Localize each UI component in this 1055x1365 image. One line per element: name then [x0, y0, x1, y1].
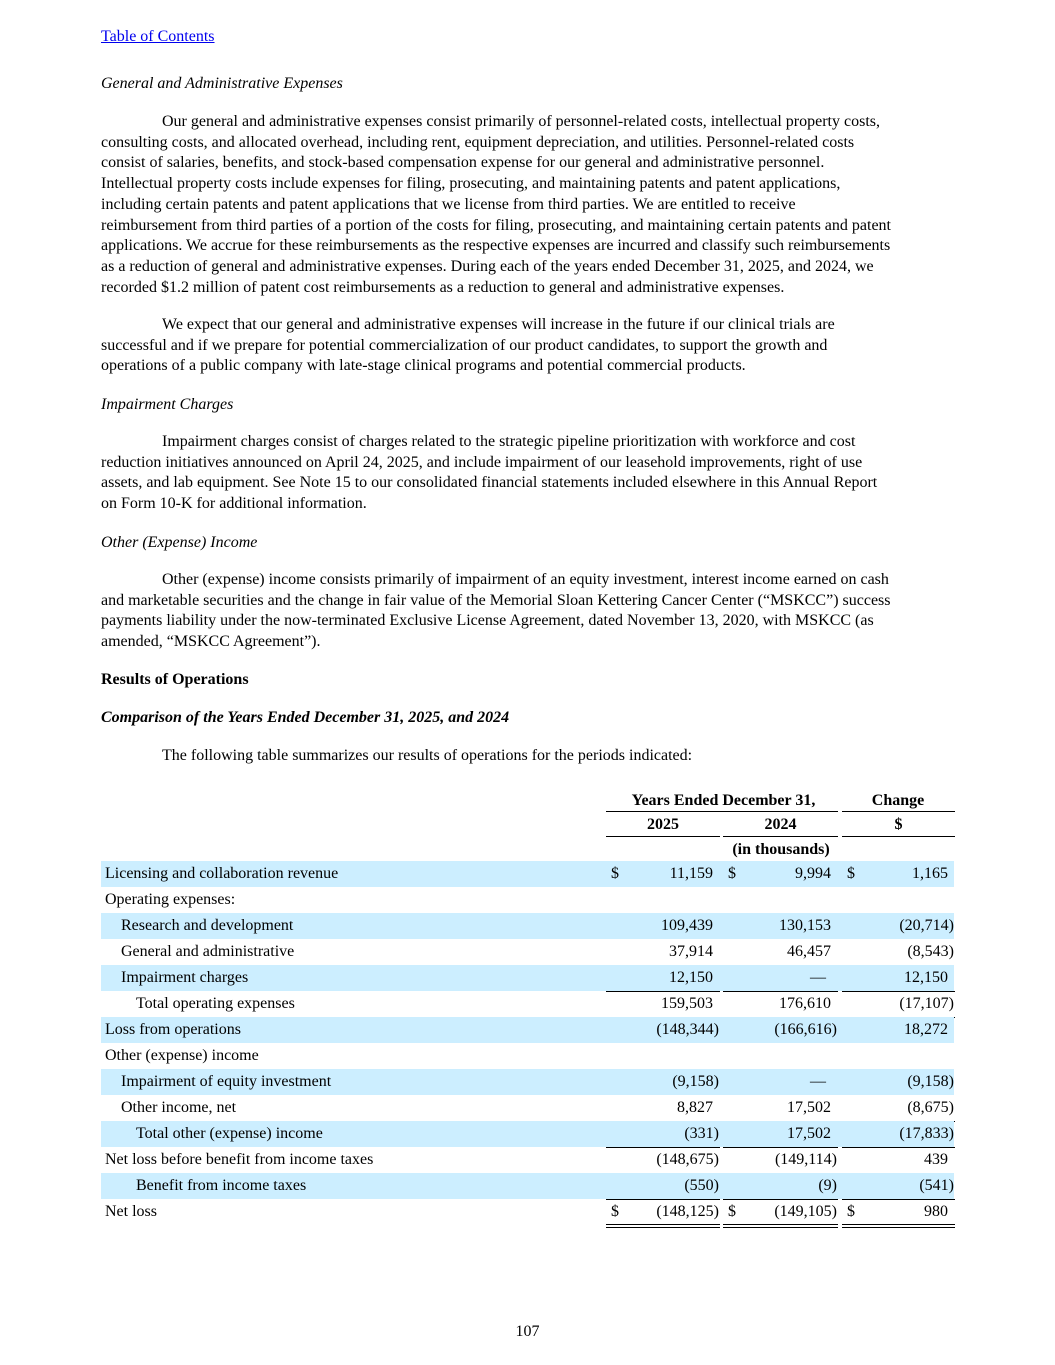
header-rule: [606, 836, 720, 837]
double-underline: [842, 1224, 955, 1228]
row-label: Operating expenses:: [105, 891, 236, 908]
value-2025: 12,150: [669, 969, 713, 986]
currency-2025: $: [611, 865, 619, 882]
row-label: Net loss before benefit from income taxes: [105, 1151, 374, 1168]
value-2024: (166,616): [774, 1021, 837, 1038]
value-2024: 17,502: [787, 1099, 831, 1116]
paragraph-line: and marketable securities and the change in fair value of the Memorial Sloan Kettering Cancer Center (“MSKCC”) success: [101, 591, 891, 609]
value-change: 1,165: [912, 865, 948, 882]
currency-2025: $: [611, 1203, 619, 1220]
section-heading-g-and-a: General and Administrative Expenses: [101, 75, 343, 92]
header-rule: [842, 811, 955, 812]
section-heading-other-expense-income: Other (Expense) Income: [101, 534, 258, 551]
paragraph-line: Other (expense) income consists primarily of impairment of an equity investment, interest income earned on cash: [162, 571, 889, 588]
row-label: Other (expense) income: [105, 1047, 259, 1064]
paragraph-impairment-charges: [101, 432, 954, 515]
table-row: [101, 939, 954, 965]
header-2024: 2024: [764, 816, 797, 833]
header-units: (in thousands): [732, 841, 830, 858]
paragraph-line: reduction initiatives announced on April 24, 2025, and include impairment of our leasehold improvements, right of use: [101, 453, 863, 471]
value-2024: (149,114): [774, 1151, 837, 1168]
table-row: [101, 1069, 954, 1095]
row-label: Loss from operations: [105, 1021, 241, 1038]
paragraph-line: consist of salaries, benefits, and stock-based compensation expense for our general and administrative personnel.: [101, 154, 825, 172]
currency-change: $: [847, 865, 855, 882]
value-change: (8,543): [907, 943, 954, 960]
paragraph-g-and-a-outlook: [101, 315, 954, 377]
value-2025: (9,158): [672, 1073, 719, 1090]
value-2025: 109,439: [661, 917, 713, 934]
paragraph-line: recorded $1.2 million of patent cost reimbursements as a reduction to general and administrative expenses.: [101, 278, 785, 296]
paragraph-line: Our general and administrative expenses consist primarily of personnel-related costs, intellectual property costs,: [162, 113, 880, 130]
value-change: (8,675): [907, 1099, 954, 1116]
row-label: Net loss: [105, 1203, 157, 1220]
paragraph-other-expense-income: [101, 570, 954, 653]
value-change: 18,272: [904, 1021, 948, 1038]
paragraph-line: Impairment charges consist of charges related to the strategic pipeline prioritization with workforce and cost: [162, 433, 856, 450]
table-row: [101, 1121, 954, 1147]
value-change: (9,158): [907, 1073, 954, 1090]
double-underline: [723, 1224, 838, 1228]
value-2025: 11,159: [669, 865, 713, 882]
double-underline: [606, 1224, 720, 1228]
paragraph-line: assets, and lab equipment. See Note 15 to our consolidated financial statements included elsewhere in this Annual Report: [101, 474, 878, 492]
value-2025: (148,344): [656, 1021, 719, 1038]
paragraph-g-and-a-description: [101, 112, 954, 298]
table-row: [101, 913, 954, 939]
paragraph-line: payments liability under the now-terminated Exclusive License Agreement, dated November 13, 2020, with MSKCC (as: [101, 612, 874, 630]
results-of-operations-heading: Results of Operations: [101, 671, 249, 688]
row-label: General and administrative: [121, 943, 295, 960]
table-row: [101, 1147, 954, 1173]
paragraph-line: including certain patents and patent applications that we license from third parties. We are entitled to receive: [101, 195, 796, 213]
value-2024: (9): [818, 1177, 837, 1194]
paragraph-line: reimbursement from third parties of a portion of the costs for filing, prosecuting, and maintaining certain patents and patent: [101, 216, 891, 234]
section-heading-impairment-charges: Impairment Charges: [101, 396, 234, 413]
currency-2024: $: [728, 865, 736, 882]
header-rule: [606, 811, 838, 812]
table-intro-text: The following table summarizes our results of operations for the periods indicated:: [162, 747, 693, 764]
paragraph-line: on Form 10-K for additional information.: [101, 495, 367, 513]
value-2025: (331): [684, 1125, 719, 1142]
table-row: [101, 991, 954, 1017]
row-label: Impairment charges: [121, 969, 249, 986]
paragraph-line: amended, “MSKCC Agreement”).: [101, 633, 321, 651]
currency-2024: $: [728, 1203, 736, 1220]
table-row: [101, 887, 954, 913]
row-label: Other income, net: [121, 1099, 237, 1116]
header-2025: 2025: [647, 816, 679, 833]
paragraph-line: successful and if we prepare for potential commercialization of our product candidates, to support the growth and: [101, 336, 828, 354]
table-row: [101, 1173, 954, 1199]
value-2024: 17,502: [787, 1125, 831, 1142]
page-number: 107: [515, 1323, 540, 1340]
table-of-contents-link[interactable]: Table of Contents: [101, 28, 215, 45]
header-years-ended: Years Ended December 31,: [631, 792, 816, 809]
row-label: Benefit from income taxes: [136, 1177, 307, 1194]
value-2025: 37,914: [669, 943, 713, 960]
value-2024: 46,457: [787, 943, 831, 960]
value-2025: (148,675): [656, 1151, 719, 1168]
paragraph-line: applications. We accrue for these reimbursements as the respective expenses are incurred and classify such reimbursements: [101, 237, 891, 255]
header-rule: [723, 836, 838, 837]
paragraph-line: We expect that our general and administrative expenses will increase in the future if our clinical trials are: [162, 316, 835, 333]
table-row: [101, 1043, 954, 1069]
row-label: Impairment of equity investment: [121, 1073, 332, 1090]
value-2025: (550): [684, 1177, 719, 1194]
paragraph-line: Intellectual property costs include expenses for filing, prosecuting, and maintaining patents and patent applications,: [101, 175, 841, 193]
value-change: (20,714): [899, 917, 954, 934]
table-row: [101, 1095, 954, 1121]
currency-change: $: [847, 1203, 855, 1220]
value-2025: (148,125): [656, 1203, 719, 1220]
comparison-subheading: Comparison of the Years Ended December 31, 2025, and 2024: [101, 709, 510, 726]
table-row: [101, 1199, 954, 1225]
value-change: 12,150: [904, 969, 948, 986]
value-change: (17,833): [899, 1125, 954, 1142]
paragraph-line: operations of a public company with late-stage clinical programs and potential commercial products.: [101, 357, 746, 375]
value-2024: 130,153: [779, 917, 831, 934]
paragraph-line: consulting costs, and allocated overhead, including rent, equipment depreciation, and utilities. Personnel-related costs: [101, 133, 855, 151]
row-label: Total other (expense) income: [136, 1125, 323, 1142]
value-2024: —: [810, 969, 826, 986]
table-row: [101, 1017, 954, 1043]
value-2024: —: [810, 1073, 826, 1090]
value-change: 439: [924, 1151, 948, 1168]
value-change: 980: [924, 1203, 948, 1220]
table-row: [101, 965, 954, 991]
row-label: Total operating expenses: [136, 995, 295, 1012]
header-rule: [842, 836, 955, 837]
value-2025: 159,503: [661, 995, 713, 1012]
value-change: (541): [919, 1177, 954, 1194]
value-2025: 8,827: [677, 1099, 713, 1116]
value-2024: 176,610: [779, 995, 831, 1012]
row-label: Licensing and collaboration revenue: [105, 865, 339, 882]
table-row: [101, 861, 954, 887]
header-change-unit: $: [894, 816, 903, 833]
paragraph-line: as a reduction of general and administrative expenses. During each of the years ended December 31, 2025, and 2024, we: [101, 257, 874, 275]
header-change: Change: [871, 792, 925, 809]
value-2024: (149,105): [774, 1203, 837, 1220]
row-label: Research and development: [121, 917, 294, 934]
value-2024: 9,994: [795, 865, 831, 882]
value-change: (17,107): [899, 995, 954, 1012]
